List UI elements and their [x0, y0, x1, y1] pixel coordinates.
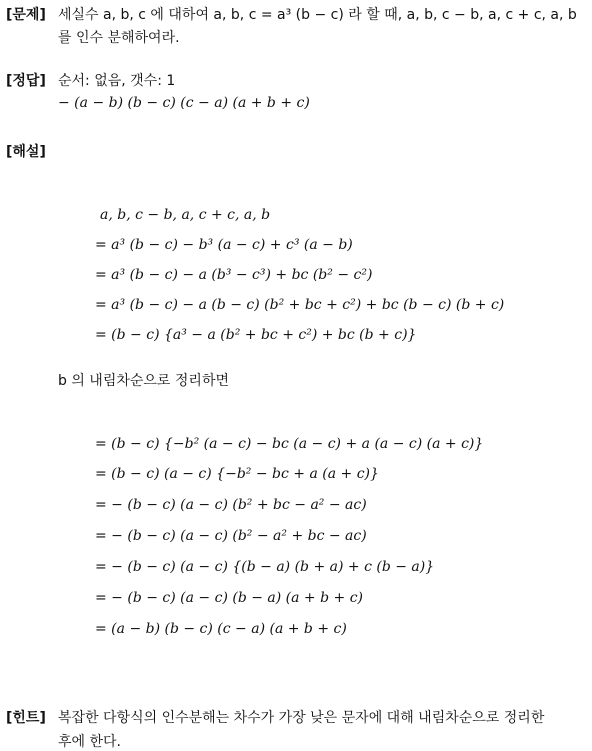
solution-step: = a³ (b − c) − a (b − c) (b² + bc + c²) + bc (b − c) (b + c)	[95, 297, 505, 313]
solution-step: = a³ (b − c) − b³ (a − c) + c³ (a − b)	[95, 237, 353, 253]
solution-step: = (b − c) {−b² (a − c) − bc (a − c) + a (a − c) (a + c)}	[95, 436, 484, 452]
solution-step: = a³ (b − c) − a (b³ − c³) + bc (b² − c²)	[95, 267, 373, 283]
solution-step: = (b − c) (a − c) {−b² − bc + a (a + c)}	[95, 466, 379, 482]
solution-middle-text: b 의 내림차순으로 정리하면	[58, 373, 230, 389]
answer-label: [정답]	[6, 73, 46, 89]
solution-step: a, b, c − b, a, c + c, a, b	[100, 207, 271, 223]
solution-step: = (b − c) {a³ − a (b² + bc + c²) + bc (b + c)}	[95, 327, 417, 343]
solution-step: = − (b − c) (a − c) {(b − a) (b + a) + c (b − a)}	[95, 559, 435, 575]
hint-text-line-2: 후에 한다.	[58, 734, 121, 750]
solution-step: = (a − b) (b − c) (c − a) (a + b + c)	[95, 621, 347, 637]
problem-text-line-2: 를 인수 분해하여라.	[58, 30, 180, 46]
solution-step: = − (b − c) (a − c) (b² − a² + bc − ac)	[95, 528, 367, 544]
solution-step: = − (b − c) (a − c) (b² + bc − a² − ac)	[95, 497, 367, 513]
solution-step: = − (b − c) (a − c) (b − a) (a + b + c)	[95, 590, 364, 606]
answer-text-line-1: 순서: 없음, 갯수: 1	[58, 73, 176, 89]
answer-expression: − (a − b) (b − c) (c − a) (a + b + c)	[58, 95, 310, 111]
hint-label: [힌트]	[6, 710, 46, 726]
hint-text-line-1: 복잡한 다항식의 인수분해는 차수가 가장 낮은 문자에 대해 내림차순으로 정리한	[58, 710, 545, 726]
problem-label: [문제]	[6, 7, 46, 23]
problem-text-line-1: 세실수 a, b, c 에 대하여 a, b, c = a³ (b − c) 라 할 때, a, b, c − b, a, c + c, a, b	[58, 7, 577, 23]
solution-label: [해설]	[6, 144, 46, 160]
